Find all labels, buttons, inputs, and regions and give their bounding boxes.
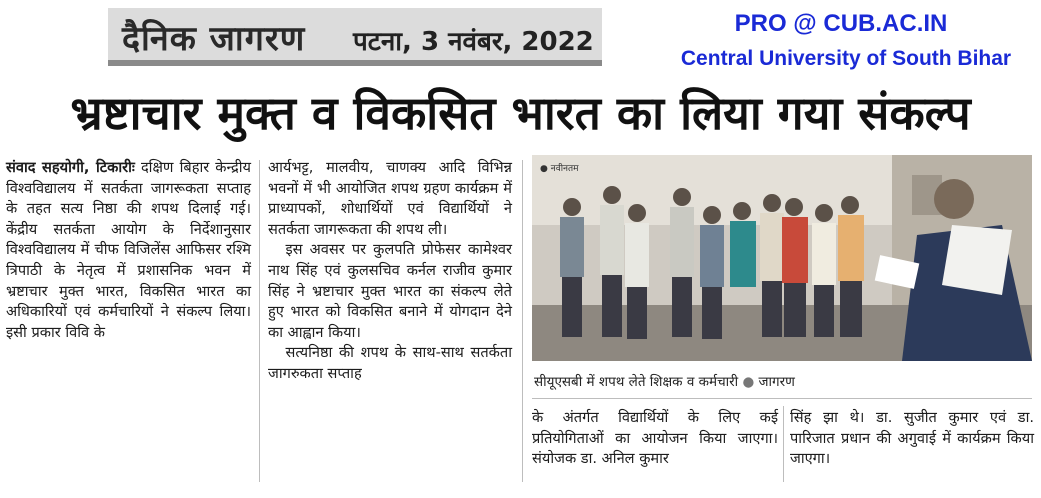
- article-paragraph: के अंतर्गत विद्यार्थियों के लिए कई प्रतियोगिताओं का आयोजन किया जाएगा। संयोजक डा. अनिल कुमार: [532, 409, 778, 468]
- news-photo: [532, 155, 1032, 361]
- caption-divider: [532, 398, 1032, 399]
- bullet-icon: ●: [742, 374, 755, 390]
- column-divider: [522, 160, 523, 482]
- column-divider: [259, 160, 260, 482]
- photo-credit: जागरण: [758, 374, 795, 390]
- article-column-2: [268, 158, 512, 385]
- caption-text: सीयूएसबी में शपथ लेते शिक्षक व कर्मचारी: [534, 374, 739, 390]
- byline: संवाद सहयोगी, टिकारीः: [6, 159, 135, 176]
- pro-email: PRO @ CUB.AC.IN: [734, 10, 948, 37]
- newspaper-name: दैनिक जागरण: [122, 19, 306, 59]
- university-name: Central University of South Bihar: [680, 47, 1012, 70]
- newspaper-masthead: [108, 8, 602, 66]
- photo-illustration: [532, 155, 1032, 361]
- article-column-4: [790, 408, 1034, 470]
- article-text: दक्षिण बिहार केन्द्रीय विश्वविद्यालय में सतर्कता जागरूकता सप्ताह के तहत सत्य निष्ठा की शपथ दिलाई गई। केंद्रीय सतर्कता आयोग के निर्देशानुसार विश्वविद्यालय में चीफ विजिलेंस आफिसर रश्मि त्रिपाठी के नेतृत्व में प्रशासनिक भवन में भ्रष्टाचार मुक्त भारत, विकसित भारत का अधिकारियों एवं कर्मचारियों ने संकल्प लिया। इसी प्रकार विवि के: [6, 159, 252, 341]
- article-paragraph: आर्यभट्ट, मालवीय, चाणक्य आदि विभिन्न भवनों में भी आयोजित शपथ ग्रहण कार्यक्रम में प्राध्यापकों, शोधार्थियों एवं विद्यार्थियों ने सतर्कता जागरूकता की शपथ ली।: [268, 159, 512, 238]
- article-paragraph: इस अवसर पर कुलपति प्रोफेसर कामेश्वर नाथ सिंह एवं कुलसचिव कर्नल राजीव कुमार सिंह ने भ्रष्टाचार मुक्त भारत का संकल्प लेते हुए भारत को विकसित बनाने में योगदान देने का आह्वान किया।: [268, 241, 512, 341]
- photo-corner-mark: ● नवीनतम: [540, 164, 579, 174]
- article-paragraph: [6, 158, 251, 343]
- photo-caption: [534, 372, 1032, 390]
- article-column-3: [532, 408, 778, 470]
- dateline: पटना, 3 नवंबर, 2022: [353, 27, 594, 57]
- article-column-1: [6, 158, 251, 343]
- article-paragraph: सत्यनिष्ठा की शपथ के साथ-साथ सतर्कता जागरुकता सप्ताह: [268, 344, 512, 382]
- column-divider: [783, 406, 784, 482]
- article-headline: भ्रष्टाचार मुक्त व विकसित भारत का लिया गया संकल्प: [70, 86, 971, 140]
- article-paragraph: सिंह झा थे। डा. सुजीत कुमार एवं डा. पारिजात प्रधान की अगुवाई में कार्यक्रम किया जाएगा।: [790, 409, 1034, 468]
